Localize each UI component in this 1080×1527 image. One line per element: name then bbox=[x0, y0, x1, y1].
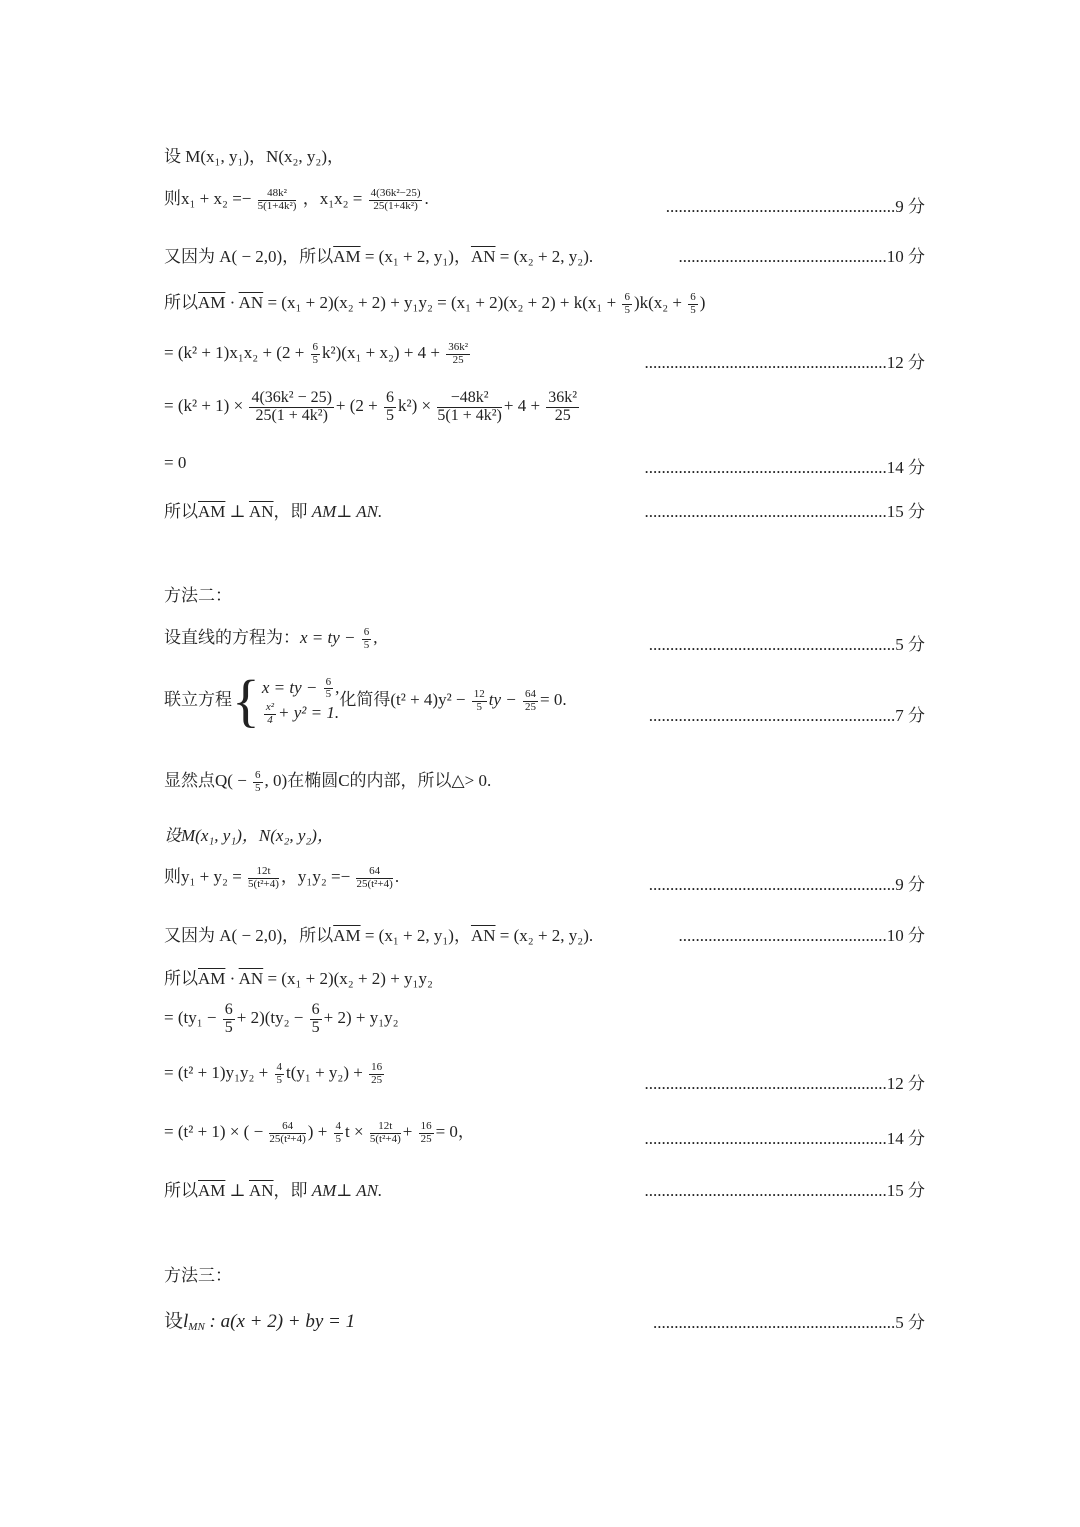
method-3-heading: 方法三： bbox=[164, 1266, 232, 1285]
fraction: $\frac{64}{\text{25(t²+4)}}$ bbox=[356, 865, 393, 890]
fraction: $\frac{\text{36k²}}{25}$ bbox=[548, 389, 578, 424]
fraction: $\frac{\text{4(36k²−25)}}{\text{25(1+4k²)}}$ bbox=[370, 187, 421, 212]
m3-score-5: .........................................................5 分 bbox=[653, 1313, 925, 1332]
fraction: $\frac{\text{x²}}{4}$ bbox=[265, 701, 275, 726]
equation-system: x = ty − $\frac{6}{5}$ , $\frac{\text{x²}}{4}$ + y² = 1. bbox=[261, 675, 340, 726]
m2-score-7: ..........................................................7 分 bbox=[648, 706, 925, 725]
m2-score-10: .................................................10 分 bbox=[678, 926, 925, 945]
fraction: $\frac{4}{5}$ bbox=[276, 1061, 283, 1086]
fraction: $\frac{6}{5}$ bbox=[224, 1001, 233, 1036]
fraction: $\frac{6}{5}$ bbox=[325, 675, 332, 701]
m2-line-point-inside: 显然点Q( − $\frac{6}{5}$ , 0)在椭圆C的内部，所以△> 0. bbox=[164, 769, 492, 794]
solution-line-vieta: 则x₁ + x₂ =− $\frac{\text{48k²}}{\text{5(1+4k²)}}$ ，x₁x₂ = $\frac{\text{4(36k²−25)}}{\text{25(1+4k²)}}$ . bbox=[164, 187, 429, 212]
brace-icon: { bbox=[232, 668, 260, 733]
fraction: $\frac{6}{5}$ bbox=[690, 291, 696, 316]
fraction: $\frac{6}{5}$ bbox=[363, 626, 370, 651]
score-15: .........................................................15 分 bbox=[644, 502, 925, 521]
fraction: $\frac{64}{25}$ bbox=[525, 687, 537, 713]
fraction: $\frac{64}{\text{25(t²+4)}}$ bbox=[269, 1120, 306, 1145]
fraction: $\frac{6}{5}$ bbox=[312, 341, 319, 366]
fraction: $\frac{12t}{\text{5(t²+4)}}$ bbox=[369, 1120, 401, 1145]
fraction: $\frac{6}{5}$ bbox=[386, 389, 395, 424]
m2-score-12: .........................................................12 分 bbox=[644, 1074, 925, 1093]
m2-score-5: ..........................................................5 分 bbox=[648, 635, 925, 654]
method-2-heading: 方法二： bbox=[164, 586, 232, 605]
fraction: $\frac{6}{5}$ bbox=[255, 769, 261, 794]
m2-line-conclusion: 所以$\overline{AM}$ ⊥ $\overline{AN}$，即 AM⊥ AN. bbox=[164, 1181, 383, 1200]
m2-line-expand: = (t² + 1)y₁y₂ + $\frac{4}{5}$ t(y₁ + y₂) + $\frac{16}{25}$ bbox=[164, 1061, 383, 1086]
solution-line-dot-product: 所以$\overline{AM} \cdot \overline{AN} = (x_1 + 2)(x_2 + 2) + y_1y_2 = (x_1 + 2)(x_2 + 2) + k(x_1$ + $\frac{6}{5}$ )k(x₂ + $\frac{6}{5}$ ) bbox=[164, 291, 706, 316]
m2-score-14: .........................................................14 分 bbox=[644, 1129, 925, 1148]
m2-line-substitute: = (ty₁ − $\frac{6}{5}$ + 2)(ty₂ − $\frac{6}{5}$ + 2) + y₁y₂ bbox=[164, 1001, 399, 1036]
m2-score-9: ..........................................................9 分 bbox=[648, 875, 925, 894]
fraction: $\frac{\text{−48k²}}{\text{5(1 + 4k²)}}$ bbox=[437, 389, 502, 424]
solution-line-set-mn: 设 M(x₁, y₁)，N(x₂, y₂)， bbox=[164, 147, 344, 166]
fraction: $\frac{\text{4(36k² − 25)}}{\text{25(1 + 4k²)}}$ bbox=[251, 389, 332, 424]
fraction: $\frac{12}{5}$ bbox=[473, 687, 485, 713]
solution-line-conclusion: 所以$\overline{AM}$ ⊥ $\overline{AN}$，即 AM⊥ AN. bbox=[164, 502, 383, 521]
fraction: $\frac{\text{48k²}}{\text{5(1+4k²)}}$ bbox=[257, 187, 297, 212]
fraction: $\frac{16}{25}$ bbox=[371, 1061, 383, 1086]
m2-line-system: 联立方程{ x = ty − $\frac{6}{5}$ , $\frac{\text{x²}}{4}$ + y² = 1. 化简得(t² + 4)y² − $\frac{12}{5}$ ty − $\frac{64}{25}$ = 0. bbox=[164, 668, 567, 733]
m2-line-set-mn: 设M(x₁, y₁)，N(x₂, y₂)， bbox=[164, 826, 334, 845]
score-9: ......................................................9 分 bbox=[665, 197, 925, 216]
m2-line-dot-product: 所以$\overline{AM} \cdot \overline{AN} = (x_1 + 2)(x_2 + 2) + y_1y_2$ bbox=[164, 969, 433, 988]
m2-line-compute: = (t² + 1) × ( − $\frac{64}{\text{25(t²+4)}}$ ) + $\frac{4}{5}$ t × $\frac{12t}{\text{5(t²+4)}}$ + $\frac{16}{25}$ = 0， bbox=[164, 1120, 475, 1145]
solution-line-zero: = 0 bbox=[164, 453, 187, 472]
fraction: $\frac{6}{5}$ bbox=[311, 1001, 320, 1036]
fraction: $\frac{16}{25}$ bbox=[420, 1120, 432, 1145]
score-12: .........................................................12 分 bbox=[644, 353, 925, 372]
fraction: $\frac{4}{5}$ bbox=[335, 1120, 342, 1145]
score-14: .........................................................14 分 bbox=[644, 458, 925, 477]
score-10: .................................................10 分 bbox=[678, 247, 925, 266]
m2-line-vectors: 又因为 A( − 2,0)，所以$\overline{AM} = (x_1 + 2$, y₁)，$\overline{AN} = (x_2 + 2$, y₂). bbox=[164, 926, 594, 945]
fraction: $\frac{\text{36k²}}{25}$ bbox=[448, 341, 469, 366]
fraction: $\frac{6}{5}$ bbox=[624, 291, 630, 316]
solution-line-vectors: 又因为 A( − 2,0)，所以$\overline{AM} = (x_1 + 2$, y₁)，$\overline{AN} = (x_2 + 2$, y₂). bbox=[164, 247, 594, 266]
fraction: $\frac{12t}{\text{5(t²+4)}}$ bbox=[248, 865, 279, 890]
solution-line-expand: = (k² + 1)x₁x₂ + (2 + $\frac{6}{5}$ k²)(x₁ + x₂) + 4 + $\frac{\text{36k²}}{25}$ bbox=[164, 341, 469, 366]
m2-line-vieta: 则y₁ + y₂ = $\frac{12t}{\text{5(t²+4)}}$ ，y₁y₂ =− $\frac{64}{\text{25(t²+4)}}$ . bbox=[164, 865, 400, 890]
m2-score-15: .........................................................15 分 bbox=[644, 1181, 925, 1200]
m2-line-set-line: 设直线的方程为：x = ty − $\frac{6}{5}$ , bbox=[164, 626, 378, 651]
m3-line-set-line: 设$l_{MN}$ : a(x + 2) + by = 1 bbox=[164, 1311, 356, 1333]
solution-line-substitute: = (k² + 1) × $\frac{\text{4(36k² − 25)}}{\text{25(1 + 4k²)}}$ + (2 + $\frac{6}{5}$ k²) × $\frac{\text{−48k²}}{\text{5(1 + 4k²)}}$ + 4 + $\frac{\text{36k²}}{25}$ bbox=[164, 389, 578, 424]
